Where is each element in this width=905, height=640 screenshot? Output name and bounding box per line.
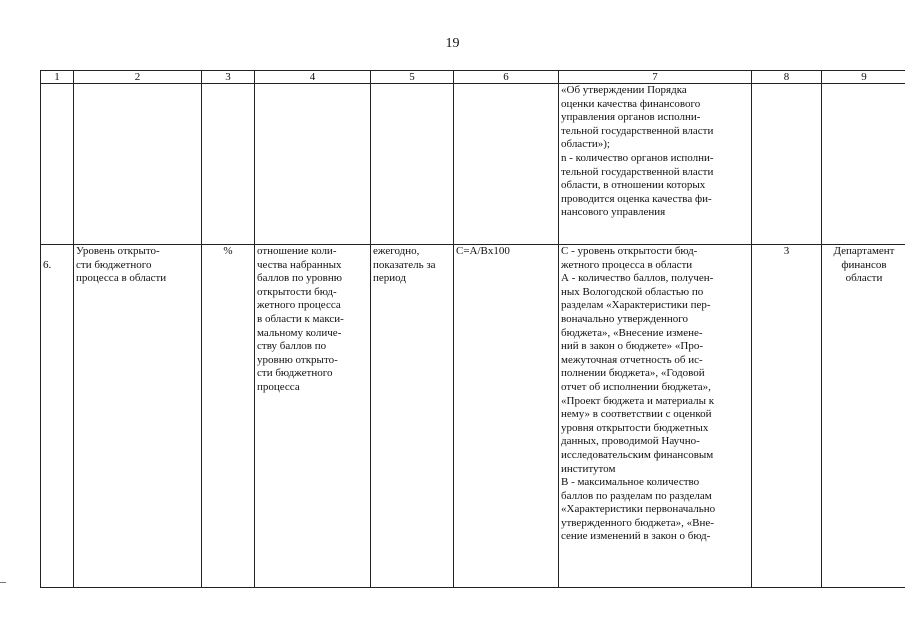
cell-indicator-name: Уровень открыто- сти бюджетного процесса в области [74, 245, 202, 588]
indicator-table [40, 70, 905, 588]
table-row-continuation [41, 84, 905, 245]
cell-formula: C=A/Bx100 [454, 245, 559, 588]
cell-empty [822, 84, 905, 245]
cell-empty [371, 84, 454, 245]
cell-unit: % [202, 245, 255, 588]
cell-definition: отношение коли- чества набранных баллов по уровню открытости бюд- жетного процесса в области к макси- мальному количе- ству баллов по уровню открыто- сти бюджетного процесса [255, 245, 371, 588]
cell-calculation-method: С - уровень открытости бюд- жетного процесса в области А - количество баллов, получен- ных Вологодской областью по разделам «Характеристики пер- воначально утвержденного бюджета», «Внесение измене- ний в закон о бюджете» «Про- межуточная отчетность об ис- полнении бюджета», «Годовой отчет об исполнении бюджета», «Проект бюджета и материалы к нему» в соответствии с оценкой уровня открытости бюджетных данных, проводимой Научно- исследовательским финансовым институтом В - максимальное количество баллов по разделам по разделам «Характеристики первоначально утвержденного бюджета», «Вне- сение изменений в закон о бюд- [559, 245, 752, 588]
header-col-6: 6 [454, 71, 559, 84]
table-header-row [41, 71, 905, 84]
cell-responsible: Департамент финансов области [822, 245, 905, 588]
page-number: 19 [445, 36, 460, 51]
cell-periodicity: ежегодно, показатель за период [371, 245, 454, 588]
margin-mark [0, 582, 6, 583]
table-row-6 [41, 245, 905, 588]
cell-empty [41, 84, 74, 245]
cell-row-number: 6. [41, 245, 74, 588]
cell-calculation-method: «Об утверждении Порядка оценки качества финансового управления органов исполни- тельной государственной власти области»); n - количество органов исполни- тельной государственной власти области, в отношении которых проводится оценка качества фи- нансового управления [559, 84, 752, 245]
cell-empty [202, 84, 255, 245]
cell-empty [454, 84, 559, 245]
cell-empty [255, 84, 371, 245]
header-col-3: 3 [202, 71, 255, 84]
header-col-4: 4 [255, 71, 371, 84]
cell-empty [74, 84, 202, 245]
header-col-7: 7 [559, 71, 752, 84]
header-col-1: 1 [41, 71, 74, 84]
header-col-8: 8 [752, 71, 822, 84]
header-col-9: 9 [822, 71, 905, 84]
header-col-5: 5 [371, 71, 454, 84]
cell-col8-value: 3 [752, 245, 822, 588]
header-col-2: 2 [74, 71, 202, 84]
cell-empty [752, 84, 822, 245]
